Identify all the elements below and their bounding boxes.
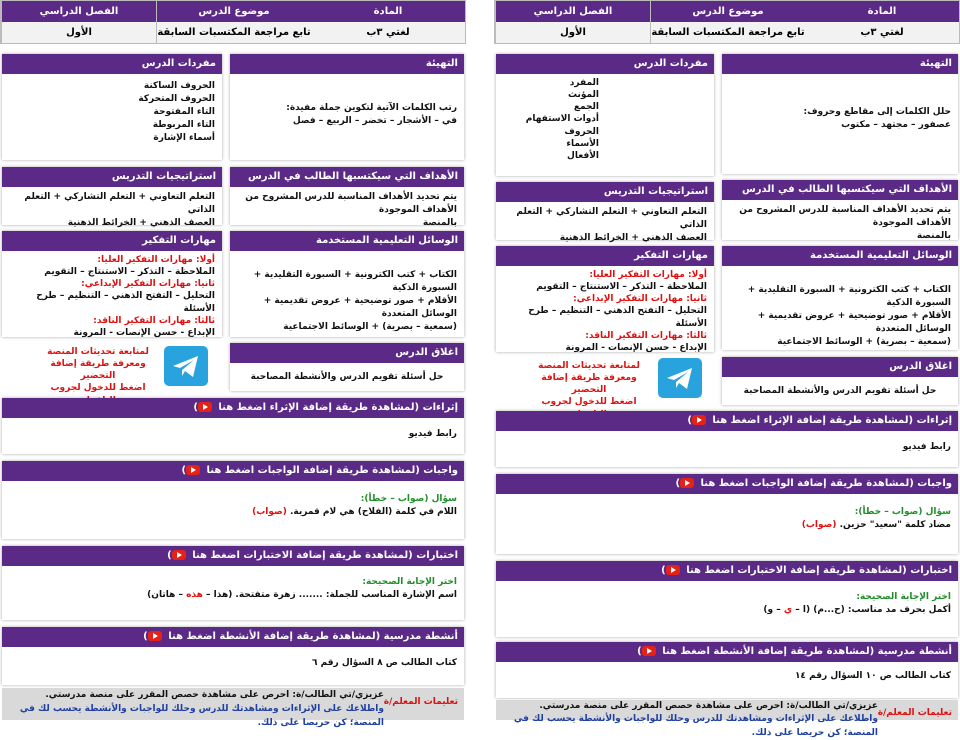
activities-box xyxy=(2,627,464,685)
teacher-instructions xyxy=(2,688,464,728)
header-col-topic xyxy=(650,1,805,43)
homework-question-type: سؤال (صواب – خطأ): xyxy=(360,494,457,504)
tests-title: اختبارات (لمشاهدة طريقة إضافة الاختبارات اضغط هنا xyxy=(686,565,952,576)
promo-line: لمتابعة تحديثات المنصة xyxy=(47,347,149,357)
promo-line: ومعرفة طريقة إضافة التحضير xyxy=(50,359,146,382)
youtube-icon[interactable] xyxy=(692,415,706,425)
thinking-box xyxy=(496,246,714,352)
tests-answer: ي xyxy=(783,605,793,616)
enrich-box xyxy=(496,411,958,467)
objectives-box xyxy=(722,180,958,240)
aids-line: الكتاب + كتب الكترونية + السبورة التقليدية + السبورة الذكية xyxy=(747,285,951,309)
closing-title: اغلاق الدرس xyxy=(230,343,464,363)
activities-box xyxy=(496,642,958,698)
header-value-semester: الأول xyxy=(496,22,650,43)
strategies-line: العصف الذهني + الخرائط الذهنية xyxy=(67,218,215,229)
strategies-title: استراتيجيات التدريس xyxy=(496,182,714,202)
youtube-icon[interactable] xyxy=(666,565,680,575)
thinking-text: الإبداع - حسن الإنصات - المرونة xyxy=(73,327,215,338)
tests-bar[interactable]: اختبارات (لمشاهدة طريقة إضافة الاختبارات اضغط هنا ) xyxy=(496,561,958,581)
warmup-line: في – الأشجار – تخضر – الربيع – فصل xyxy=(292,116,457,127)
tests-bar[interactable]: اختبارات (لمشاهدة طريقة إضافة الاختبارات اضغط هنا ) xyxy=(2,546,464,566)
tests-question-type: اختر الإجابة الصحيحة: xyxy=(856,592,951,602)
homework-text: اللام في كلمة (الفلاح) هي لام قمرية. xyxy=(289,507,457,518)
tests-box xyxy=(2,546,464,620)
header-label-topic: موضوع الدرس xyxy=(651,1,805,22)
vocab-item: الأفعال xyxy=(567,150,599,161)
telegram-icon[interactable] xyxy=(164,346,208,386)
strategies-line: العصف الذهني + الخرائط الذهنية xyxy=(559,233,707,244)
thinking-box xyxy=(2,231,222,337)
thinking-text: التحليل – التفتح الذهني – التنظيم – طرح الأسئلة xyxy=(36,291,215,314)
homework-box xyxy=(2,461,464,539)
header-label-semester: الفصل الدراسي xyxy=(496,1,650,22)
thinking-heading: أولا: مهارات التفكير العليا: xyxy=(97,255,215,265)
thinking-heading: ثالثا: مهارات التفكير الناقد: xyxy=(93,315,215,326)
warmup-box xyxy=(722,54,958,174)
activities-title: أنشطة مدرسية (لمشاهدة طريقة إضافة الأنشطة اضغط هنا xyxy=(662,646,952,657)
instructions-line: واطلاعك على الإثراءات ومشاهدتك للدرس وحلك للواجبات والأنشطة يحسب لك في المنصة؛ كن حريصا على ذلك. xyxy=(513,714,878,738)
thinking-text: الملاحظة – التذكر – الاستنتاج – التقويم xyxy=(44,267,215,278)
header-value-subject: لغتي ٣ب xyxy=(311,22,465,43)
vocab-item: الجمع xyxy=(573,102,599,113)
homework-text: مضاد كلمة "سعيد" حزين. xyxy=(839,520,951,531)
homework-question-type: سؤال (صواب – خطأ): xyxy=(854,507,951,517)
strategies-title: استراتيجيات التدريس xyxy=(2,167,222,187)
tests-text-a: اسم الإشارة المناسب للجملة: ....... زهرة متفتحة. (هذا – xyxy=(206,590,457,601)
enrich-text: رابط فيديو xyxy=(408,429,457,439)
warmup-title: التهيئة xyxy=(722,54,958,74)
header-value-subject: لغتي ٣ب xyxy=(805,22,959,43)
youtube-icon[interactable] xyxy=(642,646,656,656)
aids-box xyxy=(722,246,958,350)
strategies-box xyxy=(496,182,714,244)
vocab-box xyxy=(2,54,222,160)
thinking-title: مهارات التفكير xyxy=(2,231,222,251)
objectives-line: يتم تحديد الأهداف المناسبة للدرس المشروح من الأهداف الموجودة xyxy=(245,192,457,216)
strategies-line: التعلم التعاوني + التعلم التشاركي + التعلم الذاتي xyxy=(516,207,707,231)
activities-bar[interactable]: أنشطة مدرسية (لمشاهدة طريقة إضافة الأنشطة اضغط هنا ) xyxy=(2,627,464,647)
tests-answer: هذه xyxy=(186,590,203,601)
header-value-topic: تابع مراجعة المكتسبات السابقة xyxy=(157,22,311,43)
aids-title: الوسائل التعليمية المستخدمة xyxy=(230,231,464,251)
tests-title: اختبارات (لمشاهدة طريقة إضافة الاختبارات اضغط هنا xyxy=(192,550,458,561)
lesson-sheet-left xyxy=(0,0,466,728)
homework-answer: (صواب) xyxy=(801,520,837,531)
objectives-title: الأهداف التي سيكتسبها الطالب في الدرس xyxy=(722,180,958,200)
homework-title: واجبات (لمشاهدة طريقة إضافة الواجبات اضغط هنا xyxy=(700,478,952,489)
youtube-icon[interactable] xyxy=(680,478,694,488)
warmup-line: حلل الكلمات إلى مقاطع وحروف: xyxy=(803,107,951,117)
telegram-icon[interactable] xyxy=(658,358,702,398)
promo-line: ومعرفة طريقة إضافة التحضير xyxy=(541,373,637,396)
activities-title: أنشطة مدرسية (لمشاهدة طريقة إضافة الأنشطة اضغط هنا xyxy=(168,631,458,642)
homework-bar[interactable]: واجبات (لمشاهدة طريقة إضافة الواجبات اضغط هنا ) xyxy=(496,474,958,494)
lesson-sheet-right xyxy=(494,0,960,738)
instructions-label: تعليمات المعلم/ة xyxy=(383,697,458,707)
tests-box xyxy=(496,561,958,637)
aids-line: الكتاب + كتب الكترونية + السبورة التقليدية + السبورة الذكية xyxy=(253,270,457,294)
aids-line: (سمعية – بصرية) + الوسائط الاجتماعية xyxy=(777,337,951,348)
strategies-box xyxy=(2,167,222,229)
header-label-subject: المادة xyxy=(805,1,959,22)
enrich-bar[interactable]: إثراءات (لمشاهدة طريقة إضافة الإثراء اضغط هنا ) xyxy=(496,411,958,431)
youtube-icon[interactable] xyxy=(148,631,162,641)
objectives-title: الأهداف التي سيكتسبها الطالب في الدرس xyxy=(230,167,464,187)
thinking-title: مهارات التفكير xyxy=(496,246,714,266)
header-table xyxy=(494,0,960,44)
closing-text: حل أسئلة تقويم الدرس والأنشطة المصاحبة xyxy=(743,386,937,396)
aids-box xyxy=(230,231,464,337)
homework-answer: (صواب) xyxy=(252,507,287,518)
vocab-item: التاء المربوطة xyxy=(152,120,215,131)
promo-line: اضغط للدخول لجروب xyxy=(541,397,637,408)
homework-box xyxy=(496,474,958,554)
thinking-text: الملاحظة – التذكر – الاستنتاج – التقويم xyxy=(536,282,707,293)
enrich-bar[interactable]: إثراءات (لمشاهدة طريقة إضافة الإثراء اضغط هنا ) xyxy=(2,398,464,418)
objectives-line: بالمنصة xyxy=(422,218,457,229)
instructions-line: عزيزي/تي الطالب/ة: احرص على مشاهدة حصص المقرر على منصة مدرستي. xyxy=(539,701,878,711)
thinking-text: التحليل – التفتح الذهني – التنظيم – طرح الأسئلة xyxy=(528,306,707,329)
instructions-line: عزيزي/تي الطالب/ة: احرص على مشاهدة حصص المقرر على منصة مدرستي. xyxy=(45,690,384,700)
header-label-subject: المادة xyxy=(311,1,465,22)
vocab-item: التاء المفتوحة xyxy=(153,107,215,118)
vocab-item: الحروف المتحركة xyxy=(138,94,215,105)
warmup-box xyxy=(230,54,464,160)
header-value-semester: الأول xyxy=(2,22,156,43)
enrich-text: رابط فيديو xyxy=(902,442,951,452)
aids-title: الوسائل التعليمية المستخدمة xyxy=(722,246,958,266)
header-label-semester: الفصل الدراسي xyxy=(2,1,156,22)
enrich-title: إثراءات (لمشاهدة طريقة إضافة الإثراء اضغط هنا xyxy=(712,415,952,426)
vocab-title: مفردات الدرس xyxy=(2,54,222,74)
promo-line: لمتابعة تحديثات المنصة xyxy=(538,361,640,371)
objectives-box xyxy=(230,167,464,229)
warmup-line: رتب الكلمات الآتية لتكوين جملة مفيدة: xyxy=(286,103,457,113)
header-col-semester xyxy=(1,1,156,43)
youtube-icon[interactable] xyxy=(198,402,212,412)
vocab-item: المفرد xyxy=(569,78,599,88)
strategies-line: التعلم التعاوني + التعلم التشاركي + التعلم الذاتي xyxy=(24,192,215,216)
closing-text: حل أسئلة تقويم الدرس والأنشطة المصاحبة xyxy=(250,372,444,382)
thinking-heading: أولا: مهارات التفكير العليا: xyxy=(589,270,707,280)
header-value-topic: تابع مراجعة المكتسبات السابقة xyxy=(651,22,805,43)
enrich-title: إثراءات (لمشاهدة طريقة إضافة الإثراء اضغط هنا xyxy=(218,402,458,413)
homework-title: واجبات (لمشاهدة طريقة إضافة الواجبات اضغط هنا xyxy=(206,465,458,476)
header-col-subject xyxy=(311,1,465,43)
header-col-topic xyxy=(156,1,311,43)
thinking-text: الإبداع - حسن الإنصات - المرونة xyxy=(565,342,707,353)
objectives-line: يتم تحديد الأهداف المناسبة للدرس المشروح من الأهداف الموجودة xyxy=(739,205,951,229)
tests-text-b: – هاتان) xyxy=(147,590,183,601)
vocab-item: المؤنث xyxy=(567,90,599,101)
objectives-line: بالمنصة xyxy=(916,231,951,242)
tests-question-type: اختر الإجابة الصحيحة: xyxy=(362,577,457,587)
instructions-line: واطلاعك على الإثراءات ومشاهدتك للدرس وحلك للواجبات والأنشطة يحسب لك في المنصة؛ كن حريصا على ذلك. xyxy=(19,704,384,728)
activities-text: كتاب الطالب ص ٨ السؤال رقم ٦ xyxy=(311,658,457,668)
youtube-icon[interactable] xyxy=(172,550,186,560)
homework-bar[interactable]: واجبات (لمشاهدة طريقة إضافة الواجبات اضغط هنا ) xyxy=(2,461,464,481)
vocab-box xyxy=(496,54,714,176)
vocab-item: الأسماء xyxy=(566,138,599,149)
instructions-label: تعليمات المعلم/ة xyxy=(877,708,952,718)
promo-line: اضغط للدخول لجروب xyxy=(50,383,146,394)
vocab-item: أدوات الاستفهام xyxy=(525,114,599,125)
vocab-item: أسماء الإشارة xyxy=(153,133,215,144)
teacher-instructions xyxy=(496,700,958,738)
thinking-heading: ثانيا: مهارات التفكير الإبداعي: xyxy=(81,279,215,290)
aids-line: (سمعية – بصرية) + الوسائط الاجتماعية xyxy=(283,322,457,333)
closing-title: اغلاق الدرس xyxy=(722,357,958,377)
thinking-heading: ثالثا: مهارات التفكير الناقد: xyxy=(585,330,707,341)
vocab-title: مفردات الدرس xyxy=(496,54,714,74)
aids-line: الأقلام + صور توضيحية + عروض تقديمية + الوسائل المتعددة xyxy=(757,311,951,335)
warmup-line: عصفور – مجتهد – مكتوب xyxy=(841,120,951,131)
vocab-item: الحروف xyxy=(564,126,599,137)
vocab-item: الحروف الساكنة xyxy=(143,81,215,91)
header-table xyxy=(0,0,466,44)
warmup-title: التهيئة xyxy=(230,54,464,74)
thinking-heading: ثانيا: مهارات التفكير الإبداعي: xyxy=(573,294,707,305)
tests-text-b: – و) xyxy=(763,605,781,616)
closing-box xyxy=(230,343,464,391)
tests-text-a: أكمل بحرف مد مناسب: (ح...م) (ا – xyxy=(795,605,951,616)
header-label-topic: موضوع الدرس xyxy=(157,1,311,22)
header-col-semester xyxy=(495,1,650,43)
aids-line: الأقلام + صور توضيحية + عروض تقديمية + الوسائل المتعددة xyxy=(263,296,457,320)
activities-text: كتاب الطالب ص ١٠ السؤال رقم ١٤ xyxy=(794,671,951,681)
enrich-box xyxy=(2,398,464,454)
activities-bar[interactable]: أنشطة مدرسية (لمشاهدة طريقة إضافة الأنشطة اضغط هنا ) xyxy=(496,642,958,662)
header-col-subject xyxy=(805,1,959,43)
closing-box xyxy=(722,357,958,405)
youtube-icon[interactable] xyxy=(186,465,200,475)
